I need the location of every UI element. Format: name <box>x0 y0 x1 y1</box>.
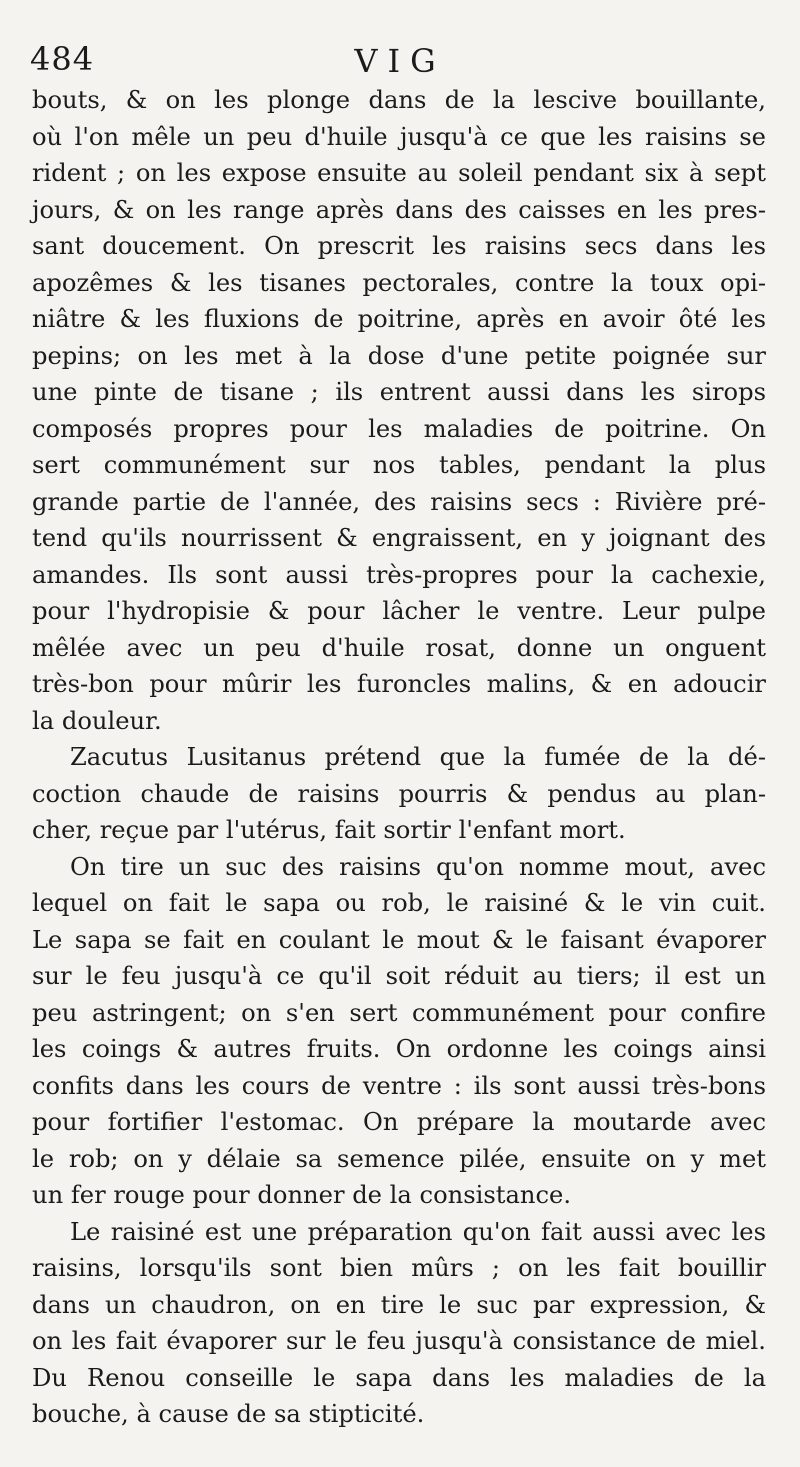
text-line: très-bon pour mûrir les furoncles malins, & en adoucir <box>32 670 766 698</box>
text-line: bouts, & on les plonge dans de la lescive bouillante, <box>32 86 766 114</box>
text-line: grande partie de l'année, des raisins secs : Rivière pré- <box>32 487 766 516</box>
text-line: jours, & on les range après dans des caisses en les pres- <box>32 195 766 224</box>
text-line: le rob; on y délaie sa semence pilée, ensuite on y met <box>32 1144 766 1173</box>
paragraph <box>32 739 766 849</box>
paragraph <box>32 82 766 739</box>
text-line: pepins; on les met à la dose d'une petite poignée sur <box>32 341 766 370</box>
text-line: une pinte de tisane ; ils entrent aussi dans les sirops <box>32 378 766 406</box>
text-line: dans un chaudron, on en tire le suc par expression, & <box>32 1290 766 1319</box>
text-line: sur le feu jusqu'à ce qu'il soit réduit au tiers; il est un <box>32 962 766 990</box>
text-line: rident ; on les expose ensuite au soleil pendant six à sept <box>32 159 766 187</box>
text-line: on les fait évaporer sur le feu jusqu'à consistance de miel. <box>32 1327 766 1355</box>
text-line: Le sapa se fait en coulant le mout & le faisant évaporer <box>32 925 766 954</box>
text-line: lequel on fait le sapa ou rob, le raisiné & le vin cuit. <box>32 889 766 917</box>
text-line: où l'on mêle un peu d'huile jusqu'à ce que les raisins se <box>32 122 766 151</box>
text-line: pour l'hydropisie & pour lâcher le ventre. Leur pulpe <box>32 597 766 625</box>
text-line: amandes. Ils sont aussi très-propres pour la cachexie, <box>32 560 766 589</box>
text-line: confits dans les cours de ventre : ils sont aussi très-bons <box>32 1071 766 1100</box>
text-line: mêlée avec un peu d'huile rosat, donne un onguent <box>32 633 766 662</box>
paragraph <box>32 849 766 1214</box>
text-line: composés propres pour les maladies de poitrine. On <box>32 414 766 443</box>
body-text <box>32 82 766 1433</box>
running-head: VIG <box>354 42 446 80</box>
text-line: Zacutus Lusitanus prétend que la fumée de la dé- <box>70 743 766 771</box>
text-line: sert communément sur nos tables, pendant la plus <box>32 451 766 479</box>
text-line: cher, reçue par l'utérus, fait sortir l'enfant mort. <box>32 816 626 844</box>
text-line: tend qu'ils nourrissent & engraissent, en y joignant des <box>32 524 766 552</box>
text-line: la douleur. <box>32 706 162 735</box>
text-line: les coings & autres fruits. On ordonne les coings ainsi <box>32 1035 766 1063</box>
text-line: peu astringent; on s'en sert communément pour confire <box>32 998 766 1027</box>
text-line: Du Renou conseille le sapa dans les maladies de la <box>32 1363 766 1392</box>
text-line: pour fortifier l'estomac. On prépare la moutarde avec <box>32 1108 766 1136</box>
text-line: niâtre & les fluxions de poitrine, après en avoir ôté les <box>32 305 766 333</box>
text-line: Le raisiné est une préparation qu'on fait aussi avec les <box>70 1217 766 1246</box>
page-header <box>0 40 800 84</box>
text-line: coction chaude de raisins pourris & pendus au plan- <box>32 779 766 808</box>
text-line: apozêmes & les tisanes pectorales, contre la toux opi- <box>32 268 766 297</box>
text-line: bouche, à cause de sa stipticité. <box>32 1400 425 1428</box>
text-line: sant doucement. On prescrit les raisins secs dans les <box>32 232 766 260</box>
text-line: un fer rouge pour donner de la consistance. <box>32 1181 572 1209</box>
page-number: 484 <box>30 40 95 78</box>
text-line: On tire un suc des raisins qu'on nomme mout, avec <box>70 852 766 881</box>
text-line: raisins, lorsqu'ils sont bien mûrs ; on les fait bouillir <box>32 1254 766 1282</box>
paragraph <box>32 1214 766 1433</box>
